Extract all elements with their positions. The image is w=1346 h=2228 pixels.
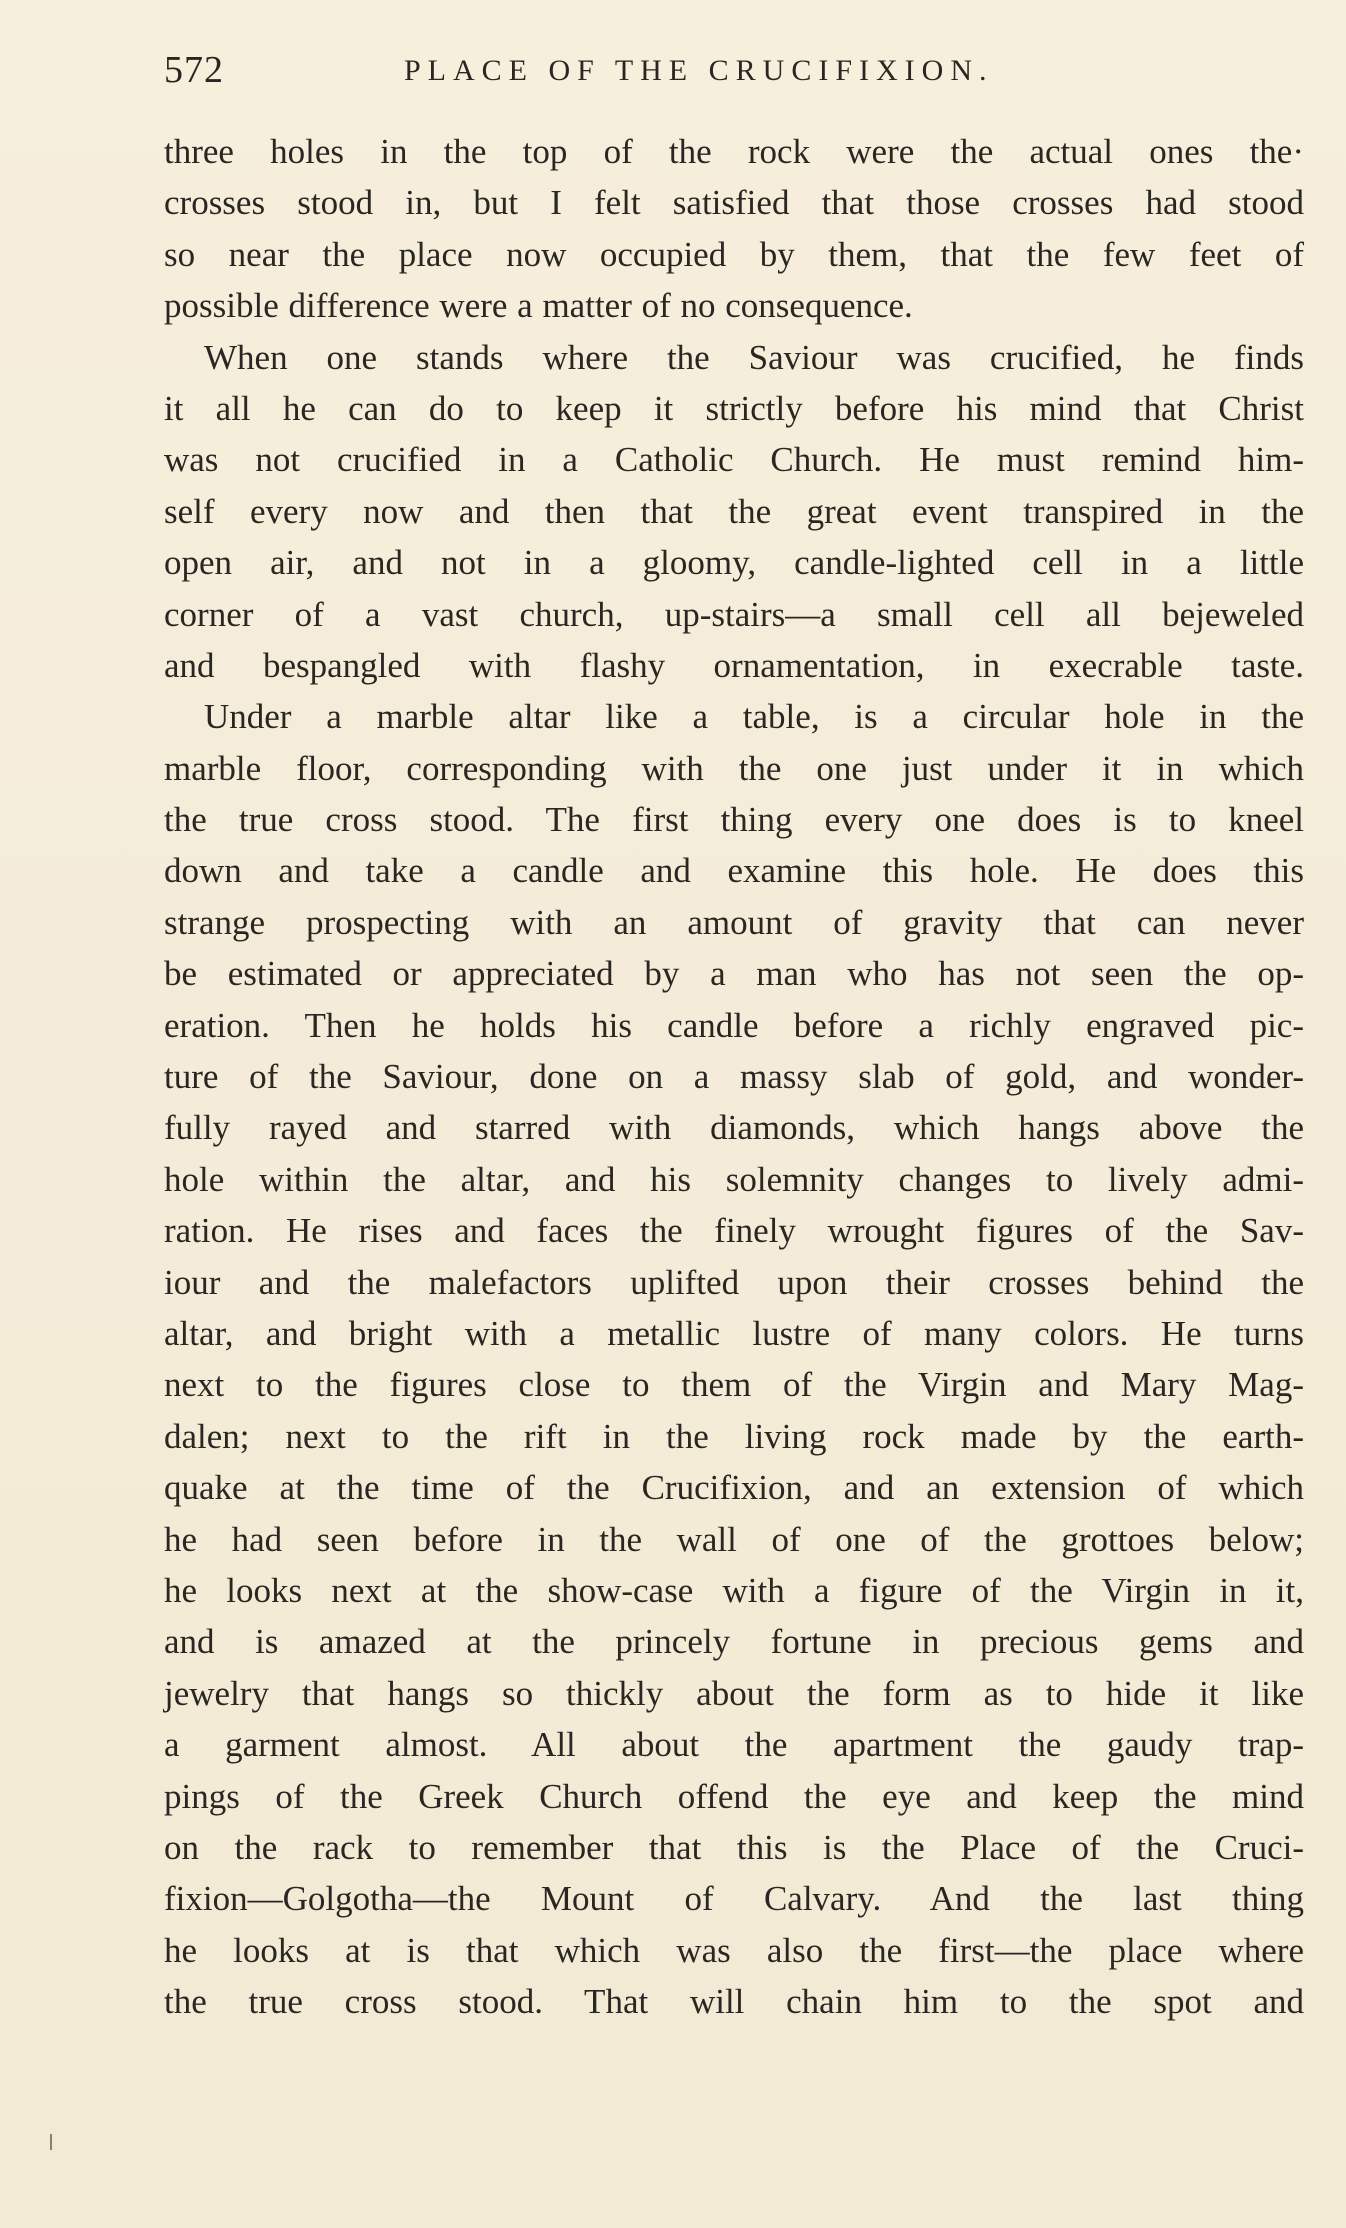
- text-line: it all he can do to keep it strictly before his mind that Christ: [164, 388, 1304, 428]
- text-line: ration. He rises and faces the finely wrought figures of the Sav-: [164, 1211, 1304, 1251]
- text-line: iour and the malefactors uplifted upon their crosses behind the: [164, 1262, 1304, 1302]
- text-line: three holes in the top of the rock were the actual ones the·: [164, 132, 1304, 171]
- text-line: eration. Then he holds his candle before a richly engraved pic-: [164, 1005, 1304, 1045]
- text-line: fixion—Golgotha—the Mount of Calvary. And the last thing: [164, 1879, 1304, 1919]
- text-line: Under a marble altar like a table, is a circular hole in the: [204, 697, 1304, 737]
- text-line: so near the place now occupied by them, that the few feet of: [164, 234, 1304, 274]
- text-line: be estimated or appreciated by a man who has not seen the op-: [164, 954, 1304, 994]
- text-line: he had seen before in the wall of one of the grottoes below;: [164, 1519, 1304, 1559]
- text-line: he looks next at the show-case with a figure of the Virgin in it,: [164, 1570, 1304, 1610]
- text-line: When one stands where the Saviour was crucified, he finds: [204, 337, 1304, 377]
- text-line: next to the figures close to them of the Virgin and Mary Mag-: [164, 1365, 1304, 1405]
- text-line: crosses stood in, but I felt satisfied that those crosses had stood: [164, 183, 1304, 223]
- text-line: a garment almost. All about the apartment the gaudy trap-: [164, 1725, 1304, 1765]
- text-line: corner of a vast church, up-stairs—a small cell all bejeweled: [164, 594, 1304, 634]
- running-title: PLACE OF THE CRUCIFIXION.: [404, 54, 994, 87]
- body-text: [164, 126, 1304, 2027]
- text-line: ture of the Saviour, done on a massy slab of gold, and wonder-: [164, 1057, 1304, 1097]
- stray-ink-mark: [50, 2134, 52, 2150]
- text-line: altar, and bright with a metallic lustre of many colors. He turns: [164, 1313, 1304, 1353]
- text-line: pings of the Greek Church offend the eye and keep the mind: [164, 1776, 1304, 1816]
- text-line: and bespangled with flashy ornamentation, in execrable taste.: [164, 645, 1304, 685]
- text-line: down and take a candle and examine this hole. He does this: [164, 851, 1304, 891]
- text-line: open air, and not in a gloomy, candle-lighted cell in a little: [164, 543, 1304, 583]
- text-line: the true cross stood. That will chain him to the spot and: [164, 1982, 1304, 2022]
- text-line: marble floor, corresponding with the one just under it in which: [164, 748, 1304, 788]
- text-line: hole within the altar, and his solemnity changes to lively admi-: [164, 1159, 1304, 1199]
- text-line: self every now and then that the great event transpired in the: [164, 491, 1304, 531]
- text-line: he looks at is that which was also the first—the place where: [164, 1930, 1304, 1970]
- text-line: was not crucified in a Catholic Church. He must remind him-: [164, 440, 1304, 480]
- text-line: jewelry that hangs so thickly about the form as to hide it like: [164, 1673, 1304, 1713]
- running-head: [164, 48, 1304, 98]
- page-number: 572: [164, 49, 224, 91]
- text-line: the true cross stood. The first thing every one does is to kneel: [164, 800, 1304, 840]
- text-line: on the rack to remember that this is the Place of the Cruci-: [164, 1827, 1304, 1867]
- text-line: dalen; next to the rift in the living rock made by the earth-: [164, 1416, 1304, 1456]
- text-line: possible difference were a matter of no consequence.: [164, 286, 913, 326]
- text-line: fully rayed and starred with diamonds, which hangs above the: [164, 1108, 1304, 1148]
- text-line: quake at the time of the Crucifixion, and an extension of which: [164, 1468, 1304, 1508]
- text-line: and is amazed at the princely fortune in precious gems and: [164, 1622, 1304, 1662]
- text-line: strange prospecting with an amount of gravity that can never: [164, 902, 1304, 942]
